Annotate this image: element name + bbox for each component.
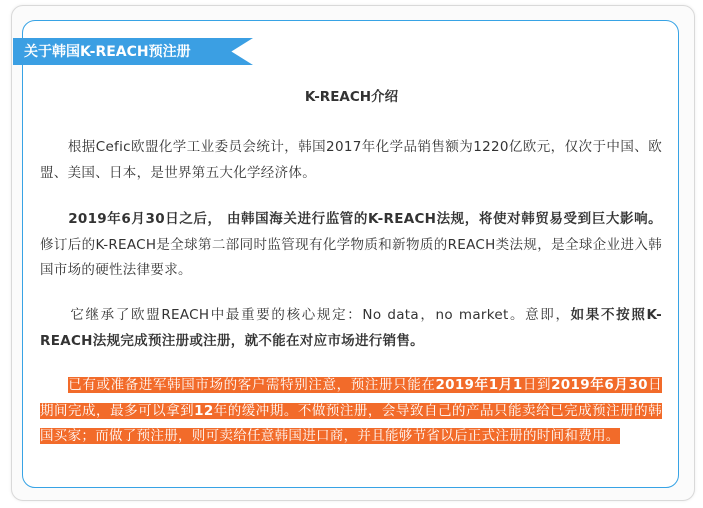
notice-text-4: 年的缓冲期。不做预注册，会导致自己的产品只能卖给已完成预注册的韩国买家；而做了预注册，则可卖给任意韩国进口商，并且能够节省以后正式注册的时间和费用。 [40,402,662,444]
notice-highlight [40,377,662,444]
paragraph-regulation [40,207,662,284]
paragraph-statistics-text: 根据Cefic欧盟化学工业委员会统计，韩国2017年化学品销售额为1220亿欧元，仅次于中国、欧盟、美国、日本，是世界第五大化学经济体。 [40,139,662,181]
paragraph-core-rule [40,303,662,354]
paragraph-statistics [40,135,662,186]
core-rule-text: 它继承了欧盟REACH中最重要的核心规定：No data，no market。意即， [40,307,571,323]
notice-text-2: 日到 [522,377,552,393]
notice-indent [40,377,68,393]
notice-text-1: 已有或准备进军韩国市场的客户需特别注意，预注册只能在 [68,377,436,393]
regulation-bold-text: 2019年6月30日之后， 由韩国海关进行监管的K-REACH法规，将使对韩贸易受到巨大影响。 [40,211,662,227]
section-banner-label: 关于韩国K-REACH预注册 [24,44,191,60]
regulation-text: 修订后的K-REACH是全球第二部同时监管现有化学物质和新物质的REACH类法规，是全球企业进入韩国市场的硬性法律要求。 [40,236,662,278]
paragraph-pre-registration-notice [40,373,662,450]
notice-date-end: 2019年6月30 [551,377,648,393]
notice-date-start: 2019年1月1 [435,377,523,393]
article-title: K-REACH介绍 [304,89,399,105]
notice-text-3: 日期间完成，最多可以拿到 [40,377,662,419]
core-rule-bold-text: 如果不按照K-REACH法规完成预注册或注册，就不能在对应市场进行销售。 [40,307,662,349]
notice-grace-years: 12 [194,402,214,419]
